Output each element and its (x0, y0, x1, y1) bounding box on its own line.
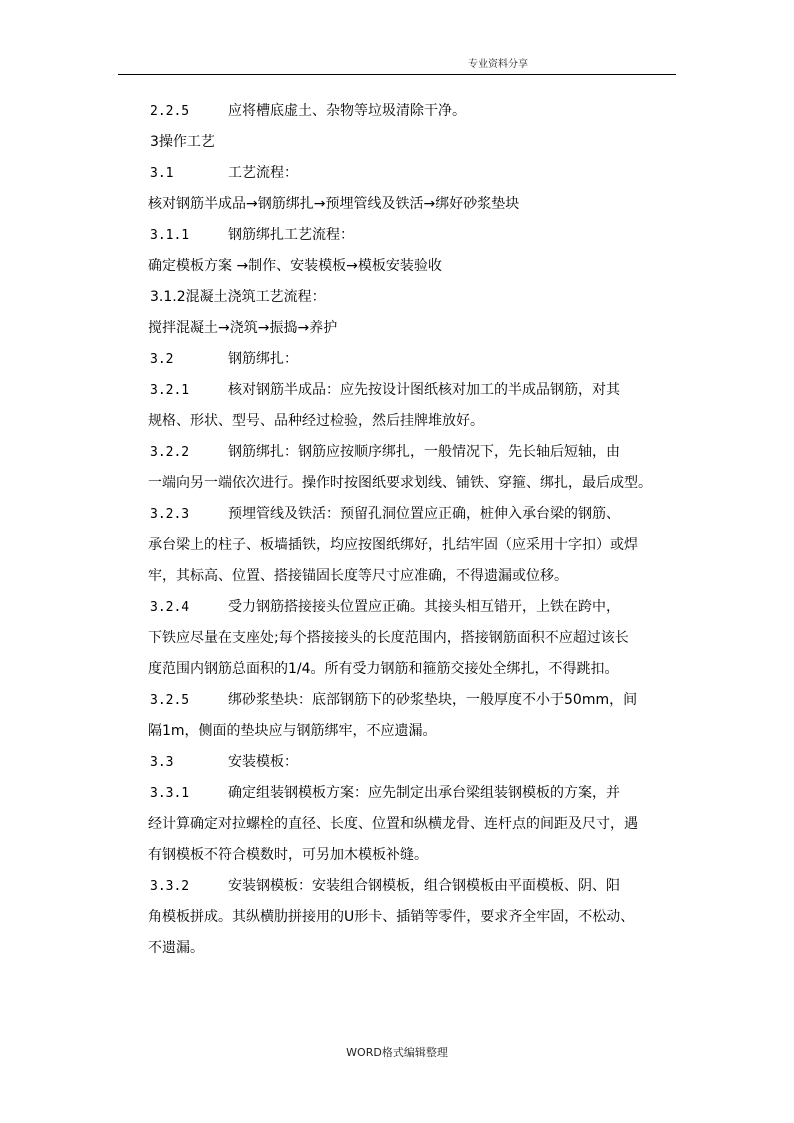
clause-text: 承台梁上的柱子、板墙插铁，均应按图纸绑好，扎结牢固（应采用十字扣）或焊 (148, 537, 638, 553)
clause-text: 确定组装钢模板方案：应先制定出承台梁组装钢模板的方案，并 (228, 785, 620, 801)
clause-number: 3.3.2 (150, 879, 190, 894)
clause-3-2-2 (150, 437, 676, 468)
clause-continuation (148, 530, 676, 561)
clause-number: 3.2.2 (150, 445, 190, 460)
page-footer (0, 1044, 794, 1060)
clause-text: 受力钢筋搭接接头位置应正确。其接头相互错开，上铁在跨中， (228, 599, 620, 615)
clause-text: 工艺流程： (228, 165, 298, 181)
clause-text: 经计算确定对拉螺栓的直径、长度、位置和纵横龙骨、连杆点的间距及尺寸，遇 (148, 816, 638, 832)
clause-text: 安装模板： (228, 754, 298, 770)
clause-3-2-5 (150, 685, 676, 716)
clause-text: 度范围内钢筋总面积的1/4。所有受力钢筋和箍筋交接处全绑扎，不得跳扣。 (148, 661, 619, 677)
clause-text: 钢筋绑扎：钢筋应按顺序绑扎，一般情况下，先长轴后短轴，由 (228, 444, 620, 460)
document-body (150, 96, 676, 964)
clause-number: 3.3.1 (150, 786, 190, 801)
clause-number: 3.2.4 (150, 600, 190, 615)
clause-text: 牢，其标高、位置、搭接锚固长度等尺寸应准确，不得遗漏或位移。 (148, 568, 568, 584)
footer-text: WORD格式编辑整理 (346, 1046, 448, 1059)
clause-3-3-2 (150, 871, 676, 902)
clause-text: 规格、形状、型号、品种经过检验，然后挂牌堆放好。 (148, 413, 484, 429)
process-flow-line (148, 313, 676, 344)
clause-continuation (148, 809, 676, 840)
clause-text: 下铁应尽量在支座处;每个搭接接头的长度范围内，搭接钢筋面积不应超过该长 (148, 630, 629, 646)
clause-text: 3.1.2混凝土浇筑工艺流程： (150, 289, 326, 305)
clause-text: 隔1m，侧面的垫块应与钢筋绑牢，不应遗漏。 (148, 723, 437, 739)
clause-text: 核对钢筋半成品：应先按设计图纸核对加工的半成品钢筋，对其 (228, 382, 620, 398)
heading-text: 3操作工艺 (150, 134, 215, 150)
clause-text: 钢筋绑扎： (228, 351, 298, 367)
clause-number: 3.2.5 (150, 693, 190, 708)
clause-3-2 (150, 344, 676, 375)
clause-text: 应将槽底虚土、杂物等垃圾清除干净。 (228, 103, 466, 119)
header-text: 专业资料分享 (468, 59, 528, 70)
clause-text: 角模板拼成。其纵横肋拼接用的U形卡、插销等零件，要求齐全牢固，不松动、 (148, 909, 635, 925)
clause-continuation (148, 902, 676, 933)
clause-number: 3.2 (150, 352, 174, 367)
clause-text: 不遗漏。 (148, 940, 204, 956)
clause-number: 3.3 (150, 755, 174, 770)
clause-text: 一端向另一端依次进行。操作时按图纸要求划线、铺铁、穿箍、绑扎，最后成型。 (148, 475, 652, 491)
clause-text: 钢筋绑扎工艺流程： (228, 227, 354, 243)
clause-3-3-1 (150, 778, 676, 809)
clause-number: 3.2.1 (150, 383, 190, 398)
clause-continuation (148, 716, 676, 747)
clause-number: 3.2.3 (150, 507, 190, 522)
clause-continuation (148, 561, 676, 592)
clause-3-1-2 (150, 282, 676, 313)
clause-number: 3.1.1 (150, 228, 190, 243)
clause-3-2-1 (150, 375, 676, 406)
clause-continuation (148, 654, 676, 685)
clause-text: 安装钢模板：安装组合钢模板，组合钢模板由平面模板、阴、阳 (228, 878, 620, 894)
clause-text: 有钢模板不符合模数时，可另加木模板补缝。 (148, 847, 428, 863)
clause-continuation (148, 468, 676, 499)
clause-continuation (148, 840, 676, 871)
clause-number: 3.1 (150, 166, 174, 181)
flow-text: 核对钢筋半成品→钢筋绑扎→预埋管线及铁活→绑好砂浆垫块 (148, 196, 520, 212)
page-header (118, 58, 676, 75)
process-flow-line (148, 251, 676, 282)
clause-3-2-3 (150, 499, 676, 530)
clause-text: 预埋管线及铁活：预留孔洞位置应正确，桩伸入承台梁的钢筋、 (228, 506, 620, 522)
section-heading (150, 127, 676, 158)
process-flow-line (148, 189, 676, 220)
flow-text: 确定模板方案 →制作、安装模板→模板安装验收 (148, 258, 442, 274)
clause-continuation (148, 623, 676, 654)
clause-continuation (148, 933, 676, 964)
clause-number: 2.2.5 (150, 104, 190, 119)
clause-3-2-4 (150, 592, 676, 623)
clause-3-1-1 (150, 220, 676, 251)
clause-text: 绑砂浆垫块：底部钢筋下的砂浆垫块，一般厚度不小于50mm，间 (228, 692, 638, 708)
clause-3-1 (150, 158, 676, 189)
clause-continuation (148, 406, 676, 437)
flow-text: 搅拌混凝土→浇筑→振捣→养护 (148, 320, 338, 336)
clause-2-2-5 (150, 96, 676, 127)
clause-3-3 (150, 747, 676, 778)
